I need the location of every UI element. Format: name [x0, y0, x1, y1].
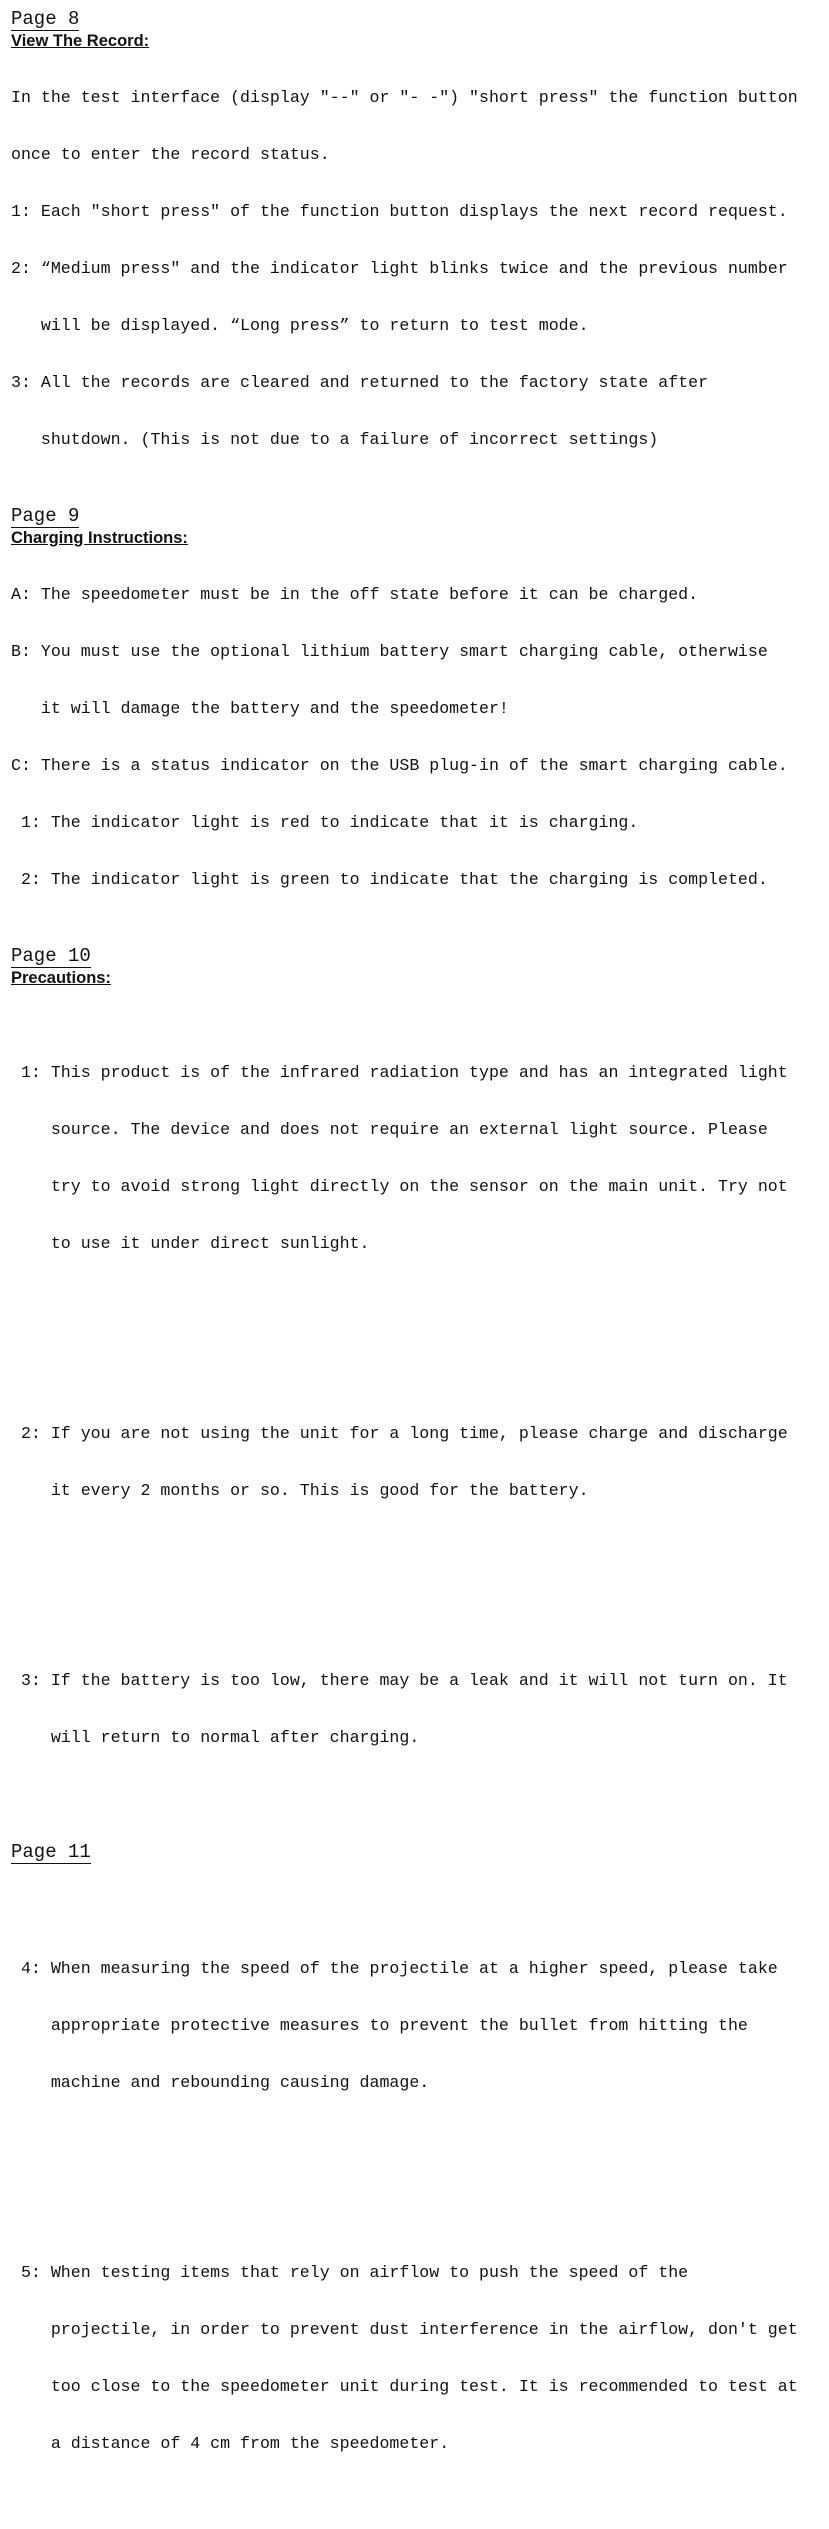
body-line: 2: If you are not using the unit for a long time, please charge and discharge	[11, 1424, 788, 1443]
page-8-section	[11, 8, 821, 487]
body-line: In the test interface (display "--" or "- -") "short press" the function button	[11, 88, 798, 107]
body-line: machine and rebounding causing damage.	[11, 2073, 430, 2092]
page-9-section	[11, 505, 821, 927]
body-line: will return to normal after charging.	[11, 1728, 420, 1747]
body-line: once to enter the record status.	[11, 145, 330, 164]
body-line: 2: “Medium press" and the indicator light blinks twice and the previous number	[11, 259, 788, 278]
body-line: A: The speedometer must be in the off state before it can be charged.	[11, 585, 699, 604]
body-line: B: You must use the optional lithium battery smart charging cable, otherwise	[11, 642, 768, 661]
body-line: 1: This product is of the infrared radiation type and has an integrated light	[11, 1063, 788, 1082]
body-line: 1: The indicator light is red to indicate that it is charging.	[11, 813, 639, 832]
precaution-item-5	[11, 2225, 821, 2491]
page-11-heading: Page 11	[11, 1841, 91, 1863]
body-line: projectile, in order to prevent dust interference in the airflow, don't get	[11, 2320, 798, 2339]
body-line: it will damage the battery and the speedometer!	[11, 699, 509, 718]
body-line: too close to the speedometer unit during test. It is recommended to test at	[11, 2377, 798, 2396]
body-line: 3: All the records are cleared and returned to the factory state after	[11, 373, 709, 392]
charging-instructions-title: Charging Instructions:	[11, 529, 188, 547]
body-line: 1: Each "short press" of the function button displays the next record request.	[11, 202, 788, 221]
body-line: 4: When measuring the speed of the projectile at a higher speed, please take	[11, 1959, 778, 1978]
page-10-heading: Page 10	[11, 945, 91, 967]
precaution-item-2	[11, 1386, 821, 1538]
page-9-body	[11, 547, 821, 927]
body-line: source. The device and does not require an external light source. Please	[11, 1120, 768, 1139]
page-10-section	[11, 945, 821, 1823]
precaution-item-1	[11, 1025, 821, 1291]
page-10-body	[11, 987, 821, 1823]
page-8-body	[11, 50, 821, 487]
body-line: appropriate protective measures to prevent the bullet from hitting the	[11, 2016, 748, 2035]
body-line: to use it under direct sunlight.	[11, 1234, 370, 1253]
body-line: 3: If the battery is too low, there may be a leak and it will not turn on. It	[11, 1671, 788, 1690]
page-9-heading: Page 9	[11, 505, 80, 527]
body-line: C: There is a status indicator on the USB plug-in of the smart charging cable.	[11, 756, 788, 775]
page-11-body	[11, 1883, 821, 2529]
body-line: a distance of 4 cm from the speedometer.	[11, 2434, 450, 2453]
body-line: will be displayed. “Long press” to return to test mode.	[11, 316, 589, 335]
body-line: 5: When testing items that rely on airflow to push the speed of the	[11, 2263, 689, 2282]
precaution-item-3	[11, 1633, 821, 1785]
view-record-title: View The Record:	[11, 32, 150, 50]
page-8-heading: Page 8	[11, 8, 80, 30]
body-line: it every 2 months or so. This is good for the battery.	[11, 1481, 589, 1500]
page-11-section	[11, 1841, 821, 2529]
body-line: shutdown. (This is not due to a failure of incorrect settings)	[11, 430, 659, 449]
body-line: try to avoid strong light directly on the sensor on the main unit. Try not	[11, 1177, 788, 1196]
document	[11, 8, 821, 2529]
precautions-title: Precautions:	[11, 969, 111, 987]
precaution-item-4	[11, 1921, 821, 2130]
body-line: 2: The indicator light is green to indicate that the charging is completed.	[11, 870, 768, 889]
